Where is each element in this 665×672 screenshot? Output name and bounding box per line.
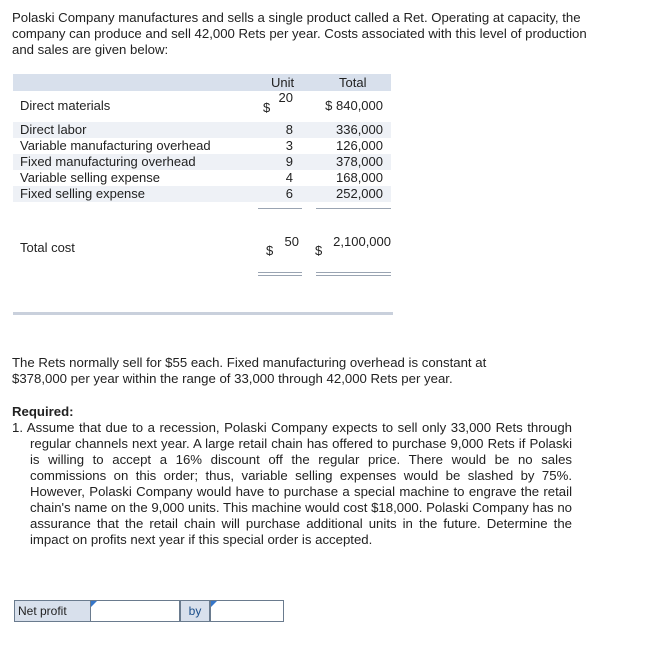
- row-label: Direct materials: [20, 98, 111, 113]
- total-double-rule-bottom: [316, 275, 391, 276]
- table-row: [13, 90, 391, 115]
- cost-table: [13, 74, 391, 258]
- unit-subtotal-rule: [258, 208, 302, 209]
- table-row: [13, 138, 391, 154]
- required-item-1: 1. Assume that due to a recession, Polaski Company expects to sell only 33,000 Rets through regular channels next year. A large retail chain has offered to purchase 9,000 Rets if Polaski is willing to accept a 16% discount off the regular price. There would be no sales commissions on this order; thus, variable selling expenses would be slashed by 75%. However, Polaski Company would have to purchase a special machine to engrave the retail chain's name on the 9,000 units. This machine would cost $18,000. Polaski Company has no assurance that the retail chain will purchase additional units in the future. Determine the impact on profits next year if this special order is accepted.: [12, 420, 572, 547]
- unit-dollar-sign: $: [263, 100, 271, 115]
- total-value: $ 840,000: [325, 98, 383, 113]
- unit-value: 6: [285, 186, 293, 201]
- unit-dollar-sign: $: [266, 243, 274, 258]
- table-row: [13, 186, 391, 202]
- unit-value: 20: [278, 90, 293, 105]
- unit-double-rule-bottom: [258, 275, 302, 276]
- unit-value: 4: [285, 170, 293, 185]
- table-row: [13, 122, 391, 138]
- total-dollar-sign: $: [315, 243, 323, 258]
- by-label: by: [180, 600, 210, 622]
- row-label: Variable selling expense: [20, 170, 160, 185]
- total-cost-value: 2,100,000: [333, 234, 391, 249]
- row-label: Fixed selling expense: [20, 186, 146, 201]
- input-marker-icon: [211, 601, 217, 607]
- unit-column-header: Unit: [271, 75, 295, 90]
- required-heading: Required:: [12, 404, 74, 419]
- net-profit-label: Net profit: [14, 600, 91, 622]
- total-subtotal-rule: [316, 208, 391, 209]
- table-bottom-border: [13, 312, 393, 315]
- total-value: 252,000: [336, 186, 383, 201]
- required-section: [12, 404, 572, 548]
- input-marker-icon: [91, 601, 97, 607]
- price-paragraph: The Rets normally sell for $55 each. Fixed manufacturing overhead is constant at $378,000 per year within the range of 33,000 through 42,000 Rets per year.: [12, 355, 487, 386]
- table-row: [13, 170, 391, 186]
- total-value: 336,000: [336, 122, 383, 137]
- intro-paragraph: Polaski Company manufactures and sells a single product called a Ret. Operating at capacity, the company can produce and sell 42,000 Rets per year. Costs associated with this level of production and sales are given below:: [12, 10, 587, 57]
- impact-select[interactable]: [90, 600, 180, 622]
- total-value: 126,000: [336, 138, 383, 153]
- total-cost-row: [13, 234, 391, 258]
- row-label: Fixed manufacturing overhead: [20, 154, 196, 169]
- total-cost-label: Total cost: [20, 240, 75, 255]
- table-row: [13, 154, 391, 170]
- total-double-rule-top: [316, 272, 391, 273]
- amount-input[interactable]: [210, 600, 284, 622]
- unit-double-rule-top: [258, 272, 302, 273]
- row-label: Variable manufacturing overhead: [20, 138, 211, 153]
- total-unit-value: 50: [284, 234, 299, 249]
- total-value: 378,000: [336, 154, 383, 169]
- table-header: [13, 74, 391, 91]
- unit-value: 3: [285, 138, 293, 153]
- total-column-header: Total: [339, 75, 367, 90]
- unit-value: 8: [285, 122, 293, 137]
- unit-value: 9: [285, 154, 293, 169]
- row-label: Direct labor: [20, 122, 87, 137]
- total-value: 168,000: [336, 170, 383, 185]
